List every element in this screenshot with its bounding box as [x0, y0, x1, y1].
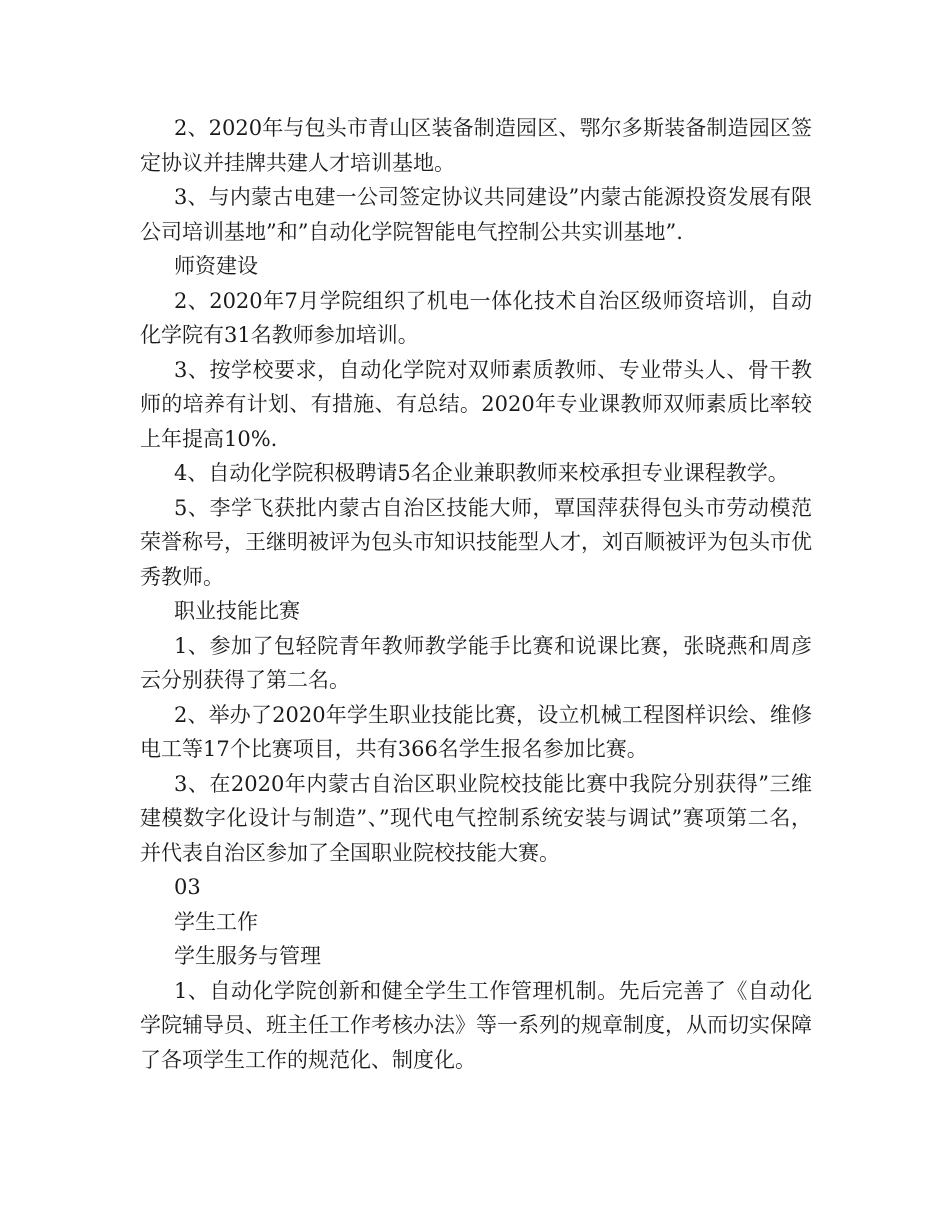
paragraph-management-mechanism: 1、自动化学院创新和健全学生工作管理机制。先后完善了《自动化学院辅导员、班主任工作考核办法》等一系列的规章制度，从而切实保障了各项学生工作的规范化、制度化。	[140, 978, 812, 1072]
paragraph-part-time-teachers: 4、自动化学院积极聘请5名企业兼职教师来校承担专业课程教学。	[174, 461, 789, 485]
paragraph-student-competition: 2、举办了2020年学生职业技能比赛，设立机械工程图样识绘、维修电工等17个比赛项目，共有366名学生报名参加比赛。	[140, 702, 812, 761]
section-number: 03	[174, 875, 201, 899]
paragraph-faculty-training: 2、2020年7月学院组织了机电一体化技术自治区级师资培训，自动化学院有31名教师参加培训。	[140, 288, 812, 347]
paragraph-teaching-competition: 1、参加了包轻院青年教师教学能手比赛和说课比赛，张晓燕和周彦云分别获得了第二名。	[140, 633, 812, 692]
section-heading-faculty: 师资建设	[174, 254, 258, 278]
paragraph-power-company-base: 3、与内蒙古电建一公司签定协议共同建设”内蒙古能源投资发展有限公司培训基地”和”自动化学院智能电气控制公共实训基地”.	[140, 185, 812, 244]
document-body	[140, 111, 812, 1077]
paragraph-honors: 5、李学飞获批内蒙古自治区技能大师，覃国萍获得包头市劳动模范荣誉称号，王继明被评为包头市知识技能型人才，刘百顺被评为包头市优秀教师。	[140, 495, 812, 589]
section-heading-skills-competition: 职业技能比赛	[174, 599, 300, 623]
subsection-heading-student-services: 学生服务与管理	[174, 944, 321, 968]
section-heading-student-work: 学生工作	[174, 909, 258, 934]
paragraph-regional-competition: 3、在2020年内蒙古自治区职业院校技能比赛中我院分别获得”三维建模数字化设计与制造”、”现代电气控制系统安装与调试”赛项第二名，并代表自治区参加了全国职业院校技能大赛。	[140, 771, 812, 865]
paragraph-training-base: 2、2020年与包头市青山区装备制造园区、鄂尔多斯装备制造园区签定协议并挂牌共建人才培训基地。	[140, 116, 812, 175]
paragraph-dual-teacher: 3、按学校要求，自动化学院对双师素质教师、专业带头人、骨干教师的培养有计划、有措施、有总结。2020年专业课教师双师素质比率较上年提高10%.	[140, 357, 812, 451]
